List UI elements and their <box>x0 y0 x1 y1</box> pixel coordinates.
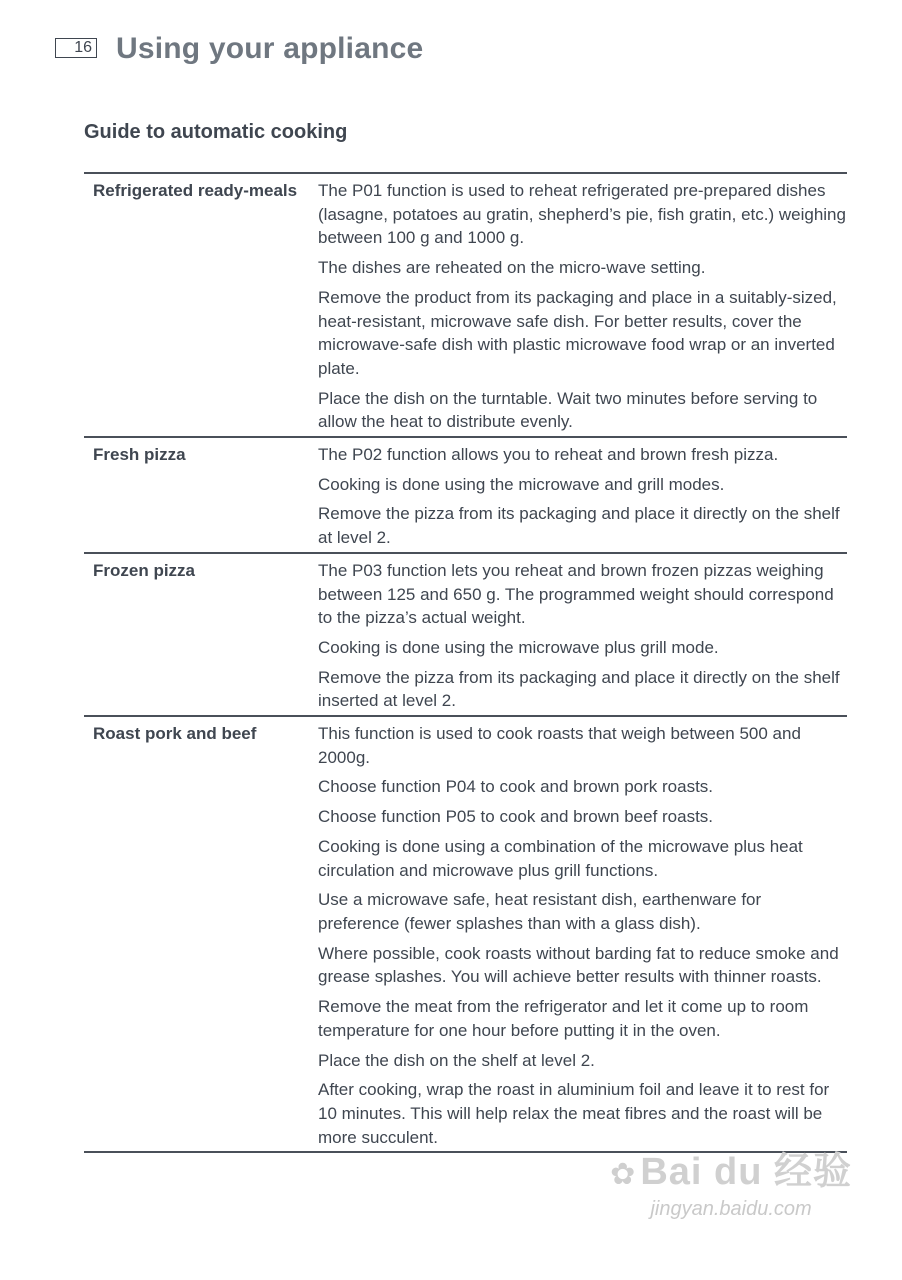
paragraph: After cooking, wrap the roast in aluminium foil and leave it to rest for 10 minutes. This will help relax the meat fibres and the roast will be more succulent. <box>318 1080 830 1147</box>
section-title: Guide to automatic cooking <box>84 121 348 143</box>
row-description <box>318 179 847 434</box>
row-label: Refrigerated ready-meals <box>93 181 298 200</box>
paragraph: Remove the meat from the refrigerator and let it come up to room temperature for one hour before putting it in the oven. <box>318 997 809 1040</box>
paragraph: Cooking is done using a combination of the microwave plus heat circulation and microwave plus grill functions. <box>318 836 803 880</box>
row-description <box>318 443 847 550</box>
paragraph: Cooking is done using the microwave plus grill mode. <box>318 637 719 657</box>
paragraph: Remove the pizza from its packaging and place it directly on the shelf at level 2. <box>318 504 840 548</box>
row-label: Roast pork and beef <box>93 724 257 744</box>
paragraph: This function is used to cook roasts that weigh between 500 and 2000g. <box>318 724 801 767</box>
page-title: Using your appliance <box>116 32 424 65</box>
watermark-logo <box>610 1150 852 1197</box>
table-row <box>84 174 847 438</box>
watermark-url: jingyan.baidu.com <box>650 1198 812 1220</box>
table-row <box>84 438 847 554</box>
table-row <box>84 554 847 717</box>
paragraph: The P03 function lets you reheat and brown frozen pizzas weighing between 125 and 650 g. The programmed weight should correspond to the pizza’s actual weight. <box>318 560 834 628</box>
paragraph: Where possible, cook roasts without barding fat to reduce smoke and grease splashes. You will achieve better results with thinner roasts. <box>318 943 839 987</box>
row-description <box>318 559 847 713</box>
paragraph: Use a microwave safe, heat resistant dish, earthenware for preference (fewer splashes than with a glass dish). <box>318 890 762 933</box>
watermark-logo-text: Bai du 经验 <box>640 1151 852 1193</box>
paragraph: The P01 function is used to reheat refrigerated pre-prepared dishes (lasagne, potatoes au gratin, shepherd’s pie, fish gratin, etc.) weighing between 100 g and 1000 g. <box>318 181 846 248</box>
paragraph: Place the dish on the turntable. Wait two minutes before serving to allow the heat to distribute evenly. <box>318 388 818 432</box>
paragraph: Place the dish on the shelf at level 2. <box>318 1050 595 1070</box>
page-number: 16 <box>55 38 97 58</box>
paw-icon: ✿ <box>610 1158 637 1191</box>
paragraph: Choose function P05 to cook and brown beef roasts. <box>318 807 714 827</box>
paragraph: The dishes are reheated on the micro-wave setting. <box>318 258 706 278</box>
paragraph: The P02 function allows you to reheat and brown fresh pizza. <box>318 445 779 465</box>
row-description <box>318 722 847 1149</box>
paragraph: Cooking is done using the microwave and grill modes. <box>318 474 725 494</box>
row-label: Frozen pizza <box>93 560 196 580</box>
cooking-guide-table <box>84 172 847 1153</box>
paragraph: Remove the product from its packaging and place in a suitably-sized, heat-resistant, microwave safe dish. For better results, cover the microwave-safe dish with plastic microwave food wrap or an inverted plate. <box>318 287 837 378</box>
table-row <box>84 717 847 1153</box>
row-label: Fresh pizza <box>93 445 186 465</box>
paragraph: Choose function P04 to cook and brown pork roasts. <box>318 777 714 797</box>
paragraph: Remove the pizza from its packaging and place it directly on the shelf inserted at level 2. <box>318 667 840 711</box>
baidu-watermark <box>610 1150 852 1221</box>
